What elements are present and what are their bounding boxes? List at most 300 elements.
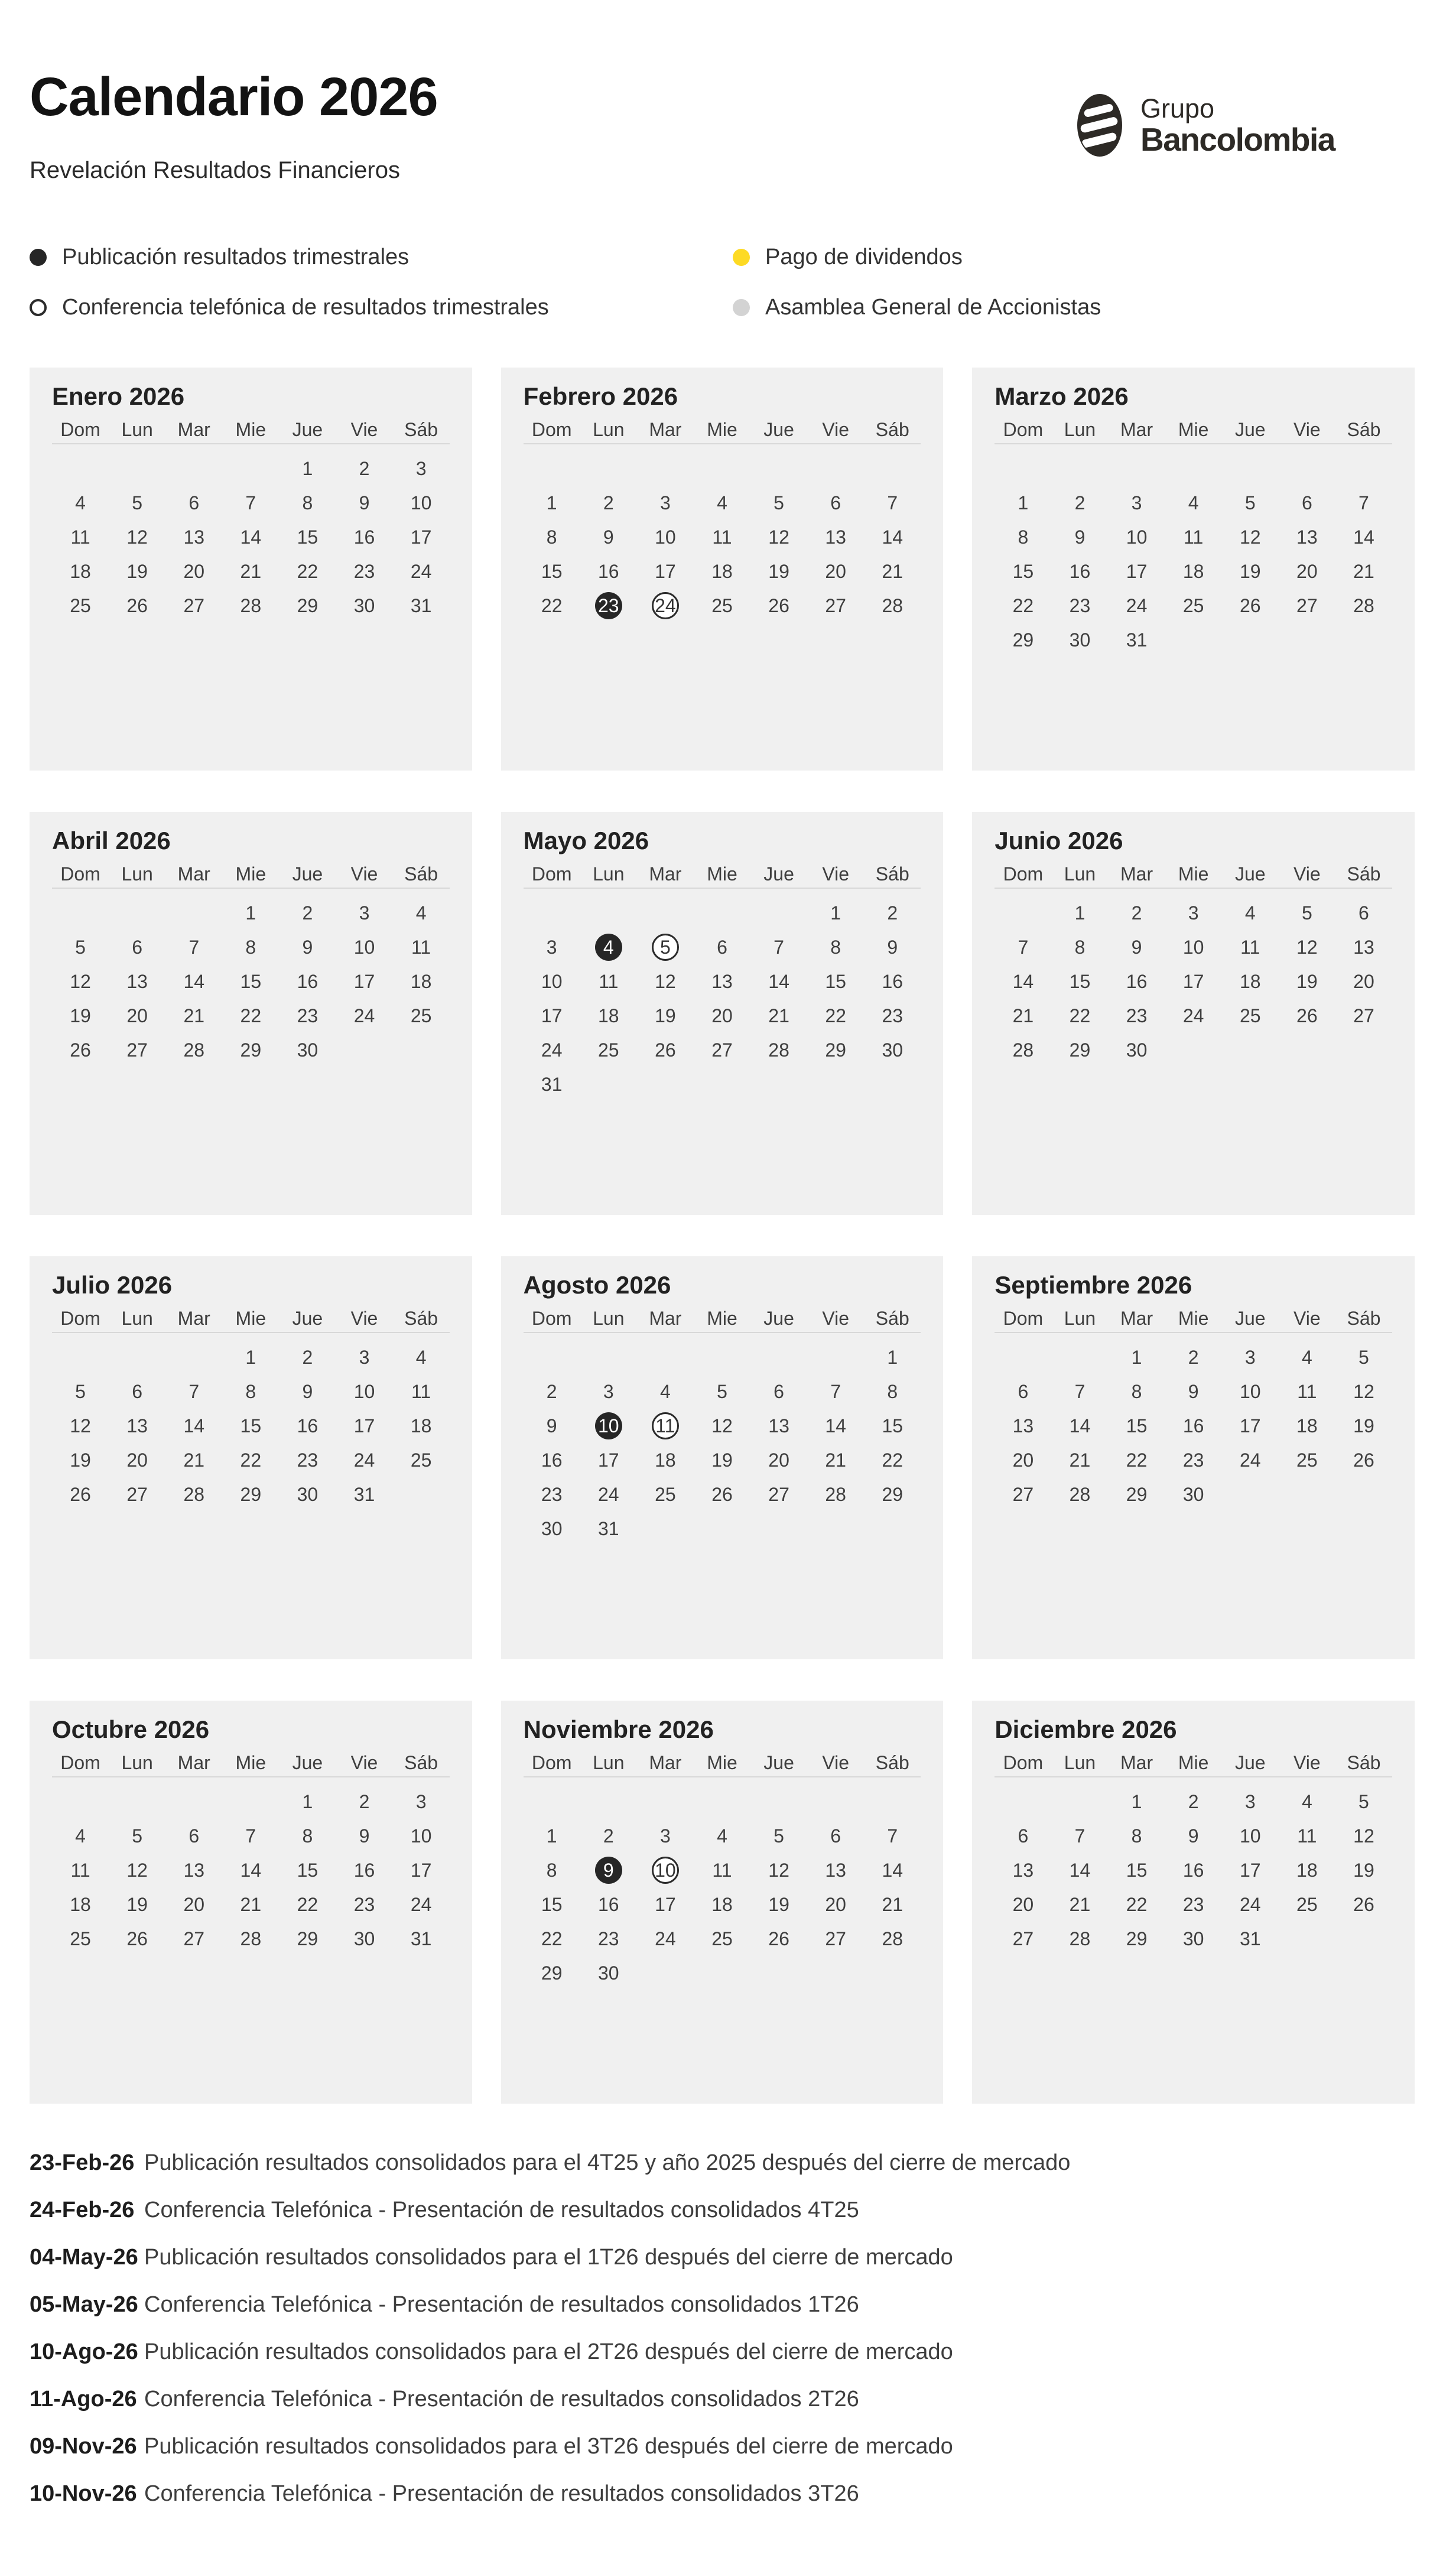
bancolombia-logo [1077,93,1335,157]
day-cell [864,964,921,999]
day-cell [637,520,694,554]
day-number: 25 [1182,594,1204,616]
day-number: 18 [598,1005,619,1026]
day-cell [580,1887,637,1922]
weekday-header-row [52,1306,450,1331]
day-number: 7 [245,492,256,514]
weekday-header-row [994,862,1392,886]
day-cell [1335,520,1392,554]
day-cell [524,1477,580,1512]
day-number: 16 [1126,970,1148,992]
day-number: 12 [70,970,91,992]
day-number: 9 [546,1415,557,1436]
day-number: 26 [655,1039,676,1061]
day-number: 10 [1239,1825,1261,1847]
day-number: 4 [659,1380,671,1402]
day-cell [524,1033,580,1067]
day-cell [1165,1887,1222,1922]
week-row [52,1409,450,1443]
month-card [972,1256,1415,1659]
legend-label: Asamblea General de Accionistas [765,295,1101,320]
day-number: 2 [603,1825,614,1847]
day-number: 31 [1126,629,1148,651]
day-number: 11 [411,936,431,958]
day-number: 17 [655,1893,676,1915]
day-cell [994,1374,1051,1409]
day-cell-empty [637,451,694,486]
day-number: 16 [882,970,904,992]
day-cell [1222,930,1279,964]
page-subtitle: Revelación Resultados Financieros [30,157,400,183]
day-number: 3 [603,1380,614,1402]
day-cell-empty [694,1340,750,1374]
weekday-label: Mar [177,1307,210,1329]
day-number: 13 [126,970,148,992]
week-row [524,520,921,554]
day-cell [222,1477,279,1512]
day-number: 12 [126,526,148,548]
month-card [501,812,944,1215]
day-cell-empty [694,1956,750,1990]
day-number: 29 [825,1039,846,1061]
day-cell [52,930,109,964]
weekday-separator [524,1776,921,1777]
day-number: 17 [353,1415,375,1436]
day-number: 30 [353,594,375,616]
day-number: 13 [711,970,733,992]
day-number: 20 [1296,560,1318,582]
day-number: 8 [1131,1380,1142,1402]
day-cell-empty [864,1067,921,1101]
day-cell [393,554,450,589]
week-row [524,1956,921,1990]
day-cell [580,1819,637,1853]
weekday-label: Sáb [404,1751,438,1773]
day-cell-empty [694,896,750,930]
day-number: 31 [410,594,432,616]
weekday-label: Vie [1294,863,1321,885]
day-cell [1222,896,1279,930]
day-number: 23 [882,1005,904,1026]
day-cell [279,999,336,1033]
day-cell [637,1033,694,1067]
weekday-label: Jue [763,1751,794,1773]
day-number: 21 [240,1893,262,1915]
day-cell-empty [1279,1033,1335,1067]
day-number: 18 [1239,970,1261,992]
day-cell [524,930,580,964]
day-number: 6 [1301,492,1312,514]
legend-label: Pago de dividendos [765,245,963,269]
day-number: 17 [1182,970,1204,992]
month-card [501,1701,944,2104]
day-number: 5 [132,1825,143,1847]
day-cell [279,1922,336,1956]
day-number: 9 [1188,1825,1199,1847]
day-number: 26 [1296,1005,1318,1026]
day-cell [1109,1853,1165,1887]
day-number: 23 [1182,1449,1204,1471]
day-cell [994,1477,1051,1512]
weekday-label: Jue [1234,418,1266,440]
day-number: 13 [183,526,205,548]
day-number: 25 [410,1449,432,1471]
day-number: 30 [1182,1483,1204,1505]
day-number: 25 [410,1005,432,1026]
day-cell [165,1887,222,1922]
day-cell [222,1409,279,1443]
day-number: 22 [1012,594,1034,616]
day-cell-empty [750,1067,807,1101]
day-number: 20 [825,560,846,582]
day-number: 4 [1301,1346,1312,1368]
day-cell-empty [1165,1033,1222,1067]
day-cell [580,1512,637,1546]
day-cell [694,1443,750,1477]
day-number: 30 [598,1962,619,1984]
day-cell [580,1443,637,1477]
day-cell-empty [994,1785,1051,1819]
day-cell [393,486,450,520]
day-cell [1051,520,1108,554]
day-cell [1222,1409,1279,1443]
event-row [30,2281,1415,2328]
day-cell [524,1409,580,1443]
day-cell-empty [524,896,580,930]
weekday-label: Sáb [404,1307,438,1329]
day-cell [393,1853,450,1887]
day-number: 9 [1074,526,1086,548]
day-cell [52,1443,109,1477]
day-number: 20 [1012,1893,1034,1915]
day-number: 19 [70,1005,91,1026]
day-number: 2 [302,902,313,924]
day-cell [750,1033,807,1067]
month-title: Junio 2026 [994,827,1123,854]
weekday-header-row [994,1306,1392,1331]
weekday-separator [524,1332,921,1333]
day-cell-empty [1335,1922,1392,1956]
day-number: 22 [541,594,563,616]
gray-dot-icon [733,299,750,316]
day-cell [524,520,580,554]
day-cell-empty [393,623,450,657]
day-cell-empty [1051,1512,1108,1546]
publication-day-marker: 4 [595,934,622,961]
day-cell-empty [524,623,580,657]
day-cell [807,1922,864,1956]
day-cell [109,1443,165,1477]
event-date: 23-Feb-26 [30,2150,135,2175]
day-cell [864,554,921,589]
day-cell [864,1374,921,1409]
week-row [994,964,1392,999]
day-cell [524,589,580,623]
day-cell [637,486,694,520]
day-number: 24 [353,1449,375,1471]
day-cell-empty [864,623,921,657]
week-row [994,1477,1392,1512]
day-cell [524,486,580,520]
weekday-label: Mie [1178,1751,1209,1773]
day-cell [864,896,921,930]
day-cell [336,964,392,999]
day-cell [637,554,694,589]
day-cell [279,1340,336,1374]
weekday-label: Vie [822,863,849,885]
day-cell-empty [864,1956,921,1990]
day-cell [637,1409,694,1443]
day-number: 10 [410,1825,432,1847]
day-number: 16 [353,526,375,548]
week-row [524,1853,921,1887]
day-number: 7 [188,936,200,958]
day-number: 20 [1353,970,1374,992]
day-cell [1335,1374,1392,1409]
day-cell [580,1033,637,1067]
day-cell [1165,1922,1222,1956]
weekday-separator [52,1332,450,1333]
day-number: 23 [353,560,375,582]
calendar-grid [30,368,1415,2104]
day-cell-empty [1109,1512,1165,1546]
day-cell [336,930,392,964]
day-cell [165,930,222,964]
day-cell [336,1922,392,1956]
day-number: 20 [825,1893,846,1915]
day-cell [1279,1409,1335,1443]
day-cell [524,1067,580,1101]
day-number: 14 [240,1859,262,1881]
day-cell-empty [694,1785,750,1819]
day-cell-empty [1165,623,1222,657]
day-number: 29 [240,1483,262,1505]
weekday-label: Sáb [875,863,909,885]
day-cell [222,930,279,964]
day-cell [580,589,637,623]
weekday-label: Dom [60,418,100,440]
day-cell [994,1819,1051,1853]
week-row [524,1819,921,1853]
day-number: 13 [126,1415,148,1436]
day-number: 25 [711,594,733,616]
weekday-label: Jue [763,1307,794,1329]
day-number: 28 [183,1039,205,1061]
week-row [994,930,1392,964]
day-cell [694,554,750,589]
day-number: 24 [541,1039,563,1061]
month-card [30,368,472,771]
week-row [524,1409,921,1443]
day-cell [1051,1477,1108,1512]
day-cell-empty [279,1512,336,1546]
weekday-label: Mie [1178,1307,1209,1329]
day-cell-empty [1222,451,1279,486]
day-cell [750,1853,807,1887]
day-number: 18 [711,1893,733,1915]
week-row [52,896,450,930]
day-cell [336,1887,392,1922]
week-row [994,1853,1392,1887]
month-days-grid [524,896,921,1101]
day-number: 4 [717,492,727,514]
weekday-header-row [994,1750,1392,1775]
weekday-separator [524,888,921,889]
month-days-grid [524,451,921,657]
day-number: 7 [245,1825,256,1847]
day-cell-empty [1222,1067,1279,1101]
bancolombia-logo-text [1140,95,1335,156]
weekday-separator [52,888,450,889]
day-number: 27 [711,1039,733,1061]
weekday-header-row [52,1750,450,1775]
day-number: 18 [410,1415,432,1436]
day-number: 29 [1069,1039,1091,1061]
day-cell-empty [637,896,694,930]
week-row [994,1922,1392,1956]
day-cell [165,520,222,554]
day-number: 22 [240,1449,262,1471]
day-cell [1222,1374,1279,1409]
day-cell-empty [1335,1512,1392,1546]
day-number: 15 [825,970,846,992]
day-cell-empty [1051,1785,1108,1819]
weekday-label: Sáb [1347,863,1381,885]
month-title: Septiembre 2026 [994,1271,1192,1299]
day-cell [1051,1033,1108,1067]
day-cell [1165,896,1222,930]
day-cell [165,1922,222,1956]
page-title: Calendario 2026 [30,67,438,127]
day-number: 25 [598,1039,619,1061]
day-number: 18 [711,560,733,582]
event-date: 04-May-26 [30,2244,138,2270]
day-number: 5 [774,1825,784,1847]
day-number: 12 [1353,1825,1374,1847]
day-cell-empty [637,1340,694,1374]
month-title: Octubre 2026 [52,1715,210,1743]
weekday-label: Mie [707,863,737,885]
week-row [52,1512,450,1546]
day-cell [864,1409,921,1443]
day-cell [52,1887,109,1922]
day-cell [222,1033,279,1067]
day-cell [1109,1374,1165,1409]
day-number: 17 [1126,560,1148,582]
day-number: 10 [1182,936,1204,958]
day-cell-empty [52,1340,109,1374]
events-list [30,2139,1415,2517]
day-number: 1 [1074,902,1086,924]
day-cell-empty [1051,1956,1108,1990]
week-row [994,896,1392,930]
conference-day-marker: 24 [652,592,679,619]
day-cell [807,486,864,520]
day-number: 16 [297,970,318,992]
day-cell-empty [393,1067,450,1101]
week-row [52,1477,450,1512]
weekday-label: Lun [121,418,153,440]
weekday-label: Vie [1294,1751,1321,1773]
day-cell [1335,589,1392,623]
day-number: 26 [126,1928,148,1949]
weekday-header-row [994,417,1392,442]
day-number: 4 [1301,1790,1312,1812]
day-number: 13 [1353,936,1374,958]
day-cell [336,554,392,589]
month-card [972,368,1415,771]
day-number: 1 [1131,1346,1142,1368]
day-number: 1 [302,1790,313,1812]
week-row [524,451,921,486]
day-number: 29 [297,594,318,616]
day-number: 19 [1239,560,1261,582]
weekday-label: Mar [177,863,210,885]
day-number: 27 [1353,1005,1374,1026]
day-cell [637,1819,694,1853]
day-cell-empty [1222,1033,1279,1067]
week-row [524,930,921,964]
day-cell-empty [109,896,165,930]
day-number: 25 [70,594,91,616]
day-cell-empty [1165,451,1222,486]
day-cell-empty [580,623,637,657]
month-days-grid [52,896,450,1101]
month-title: Noviembre 2026 [523,1715,714,1743]
week-row [52,1443,450,1477]
day-cell-empty [807,1067,864,1101]
day-number: 17 [1239,1415,1261,1436]
day-cell [1109,896,1165,930]
day-number: 6 [188,1825,200,1847]
day-cell-empty [1051,451,1108,486]
day-cell [336,486,392,520]
day-number: 2 [302,1346,313,1368]
month-title: Abril 2026 [52,827,171,854]
weekday-label: Mie [235,418,266,440]
day-cell [1051,1853,1108,1887]
day-number: 8 [1074,936,1086,958]
day-cell [1279,1853,1335,1887]
open-circle-icon [30,299,47,316]
day-cell [165,1409,222,1443]
weekday-label: Vie [350,418,378,440]
day-number: 20 [183,1893,205,1915]
logo-grupo-text: Grupo [1140,93,1215,124]
day-number: 9 [359,1825,370,1847]
day-cell [580,1477,637,1512]
day-number: 28 [1069,1928,1091,1949]
weekday-label: Jue [292,1751,323,1773]
day-number: 13 [1296,526,1318,548]
day-number: 12 [655,970,676,992]
week-row [994,1785,1392,1819]
day-cell-empty [580,1340,637,1374]
day-cell [1335,964,1392,999]
day-cell [393,999,450,1033]
day-number: 28 [1012,1039,1034,1061]
day-cell [52,1409,109,1443]
day-cell [279,964,336,999]
day-cell [52,1819,109,1853]
week-row [52,1374,450,1409]
weekday-label: Mie [235,1751,266,1773]
weekday-label: Dom [60,1751,100,1773]
day-cell [279,930,336,964]
day-number: 4 [75,1825,86,1847]
weekday-label: Lun [1064,1307,1096,1329]
day-cell [279,1443,336,1477]
